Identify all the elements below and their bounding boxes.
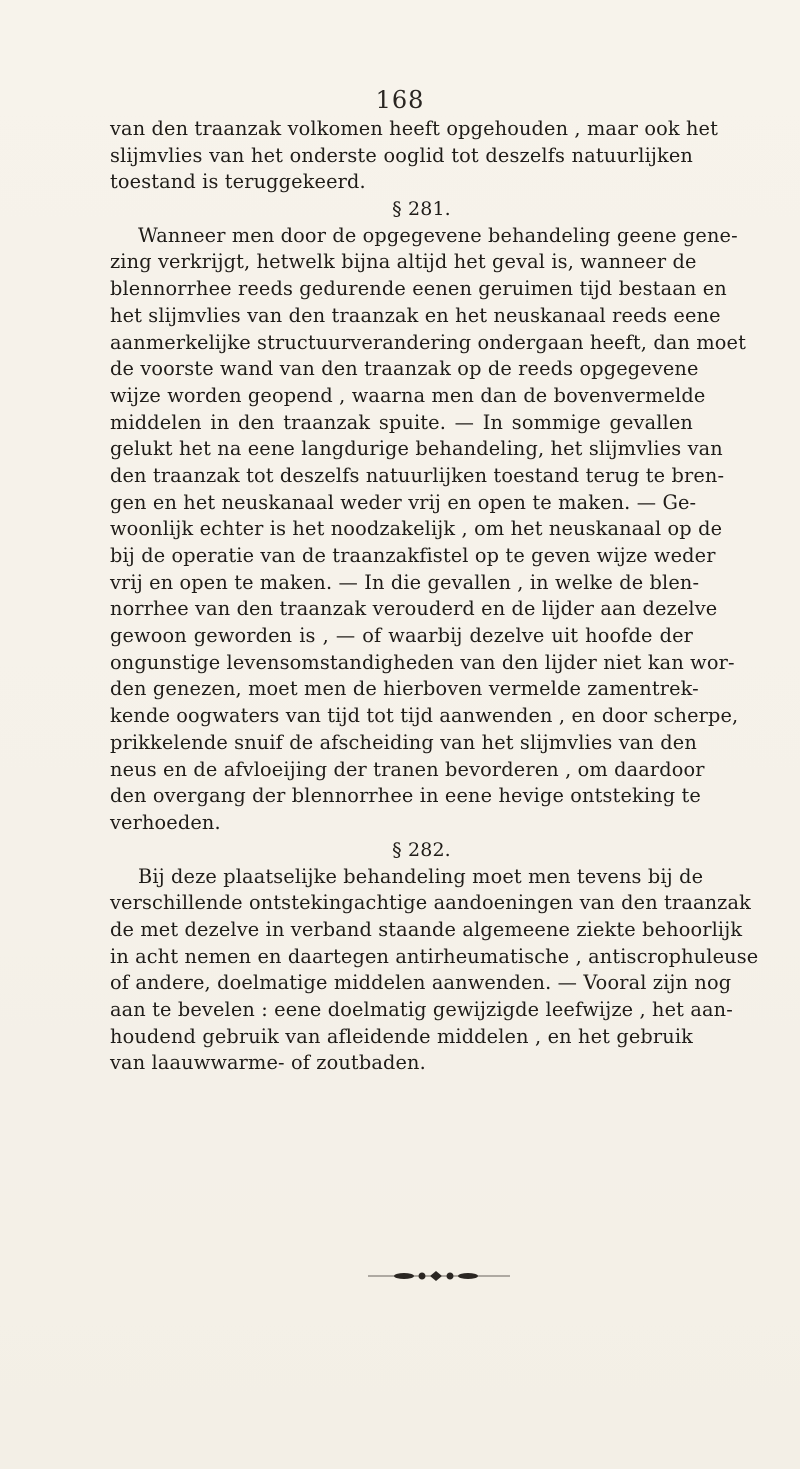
text-line: de voorste wand van den traanzak op de reeds opgegevene [110, 357, 699, 381]
text-line: neus en de afvloeijing der tranen bevorderen , om daardoor [110, 757, 705, 781]
text-line: blennorrhee reeds gedurende eenen geruimen tijd bestaan en [110, 277, 727, 301]
text-line: zing verkrijgt, hetwelk bijna altijd het geval is, wanneer de [110, 250, 697, 274]
section-heading-282: § 282. [392, 838, 451, 861]
section-282-paragraph [110, 864, 759, 1078]
text-line: toestand is teruggekeerd. [110, 170, 366, 194]
text-line: woonlijk echter is het noodzakelijk , om het neuskanaal op de [110, 517, 723, 541]
section-281-paragraph [110, 223, 746, 864]
text-line: Wanneer men door de opgegevene behandeling geene gene- [138, 223, 738, 247]
text-line: gelukt het na eene langdurige behandeling, het slijmvlies van [110, 437, 723, 461]
text-line: den genezen, moet men de hierboven vermelde zamentrek- [110, 677, 699, 701]
text-line: Bij deze plaatselijke behandeling moet men tevens bij de [138, 864, 704, 888]
text-line: het slijmvlies van den traanzak en het neuskanaal reeds eene [110, 303, 721, 327]
text-line: kende oogwaters van tijd tot tijd aanwenden , en door scherpe, [110, 704, 739, 728]
text-line: verhoeden. [110, 810, 221, 834]
text-line: den overgang der blennorrhee in eene hevige ontsteking te [110, 784, 701, 808]
text-line: gewoon geworden is , — of waarbij dezelve uit hoofde der [110, 624, 693, 648]
text-line: de met dezelve in verband staande algemeene ziekte behoorlijk [110, 917, 743, 941]
intro-paragraph [110, 116, 719, 223]
text-line: aan te bevelen : eene doelmatig gewijzigde leefwijze , het aan- [110, 998, 733, 1022]
text-line: norrhee van den traanzak verouderd en de lijder aan dezelve [110, 597, 718, 621]
text-line: wijze worden geopend , waarna men dan de bovenvermelde [110, 383, 706, 407]
text-line: aanmerkelijke structuurverandering ondergaan heeft, dan moet [110, 330, 746, 354]
text-line: gen en het neuskanaal weder vrij en open te maken. — Ge- [110, 490, 697, 514]
text-line: bij de operatie van de traanzakfistel op te geven wijze weder [110, 544, 716, 568]
text-line: van laauwwarme- of zoutbaden. [110, 1051, 426, 1075]
end-ornament-icon [364, 1270, 514, 1282]
text-line: slijmvlies van het onderste ooglid tot deszelfs natuurlijken [110, 143, 693, 167]
text-line: of andere, doelmatige middelen aanwenden. — Vooral zijn nog [110, 971, 732, 995]
text-line: van den traanzak volkomen heeft opgehouden , maar ook het [110, 117, 719, 140]
text-line: den traanzak tot deszelfs natuurlijken toestand terug te bren- [110, 463, 725, 487]
text-line: middelen in den traanzak spuite. — In sommige gevallen [110, 410, 693, 434]
text-line: ongunstige levensomstandigheden van den lijder niet kan wor- [110, 650, 735, 674]
text-line: houdend gebruik van afleidende middelen , en het gebruik [110, 1024, 693, 1048]
text-line: in acht nemen en daartegen antirheumatische , antiscrophuleuse [110, 944, 759, 968]
text-line: verschillende ontstekingachtige aandoeningen van den traanzak [110, 891, 751, 915]
text-line: prikkelende snuif de afscheiding van het slijmvlies van den [110, 730, 697, 754]
section-heading-281: § 281. [392, 198, 451, 221]
page-number: 168 [375, 86, 425, 114]
text-line: vrij en open te maken. — In die gevallen , in welke de blen- [110, 570, 700, 594]
